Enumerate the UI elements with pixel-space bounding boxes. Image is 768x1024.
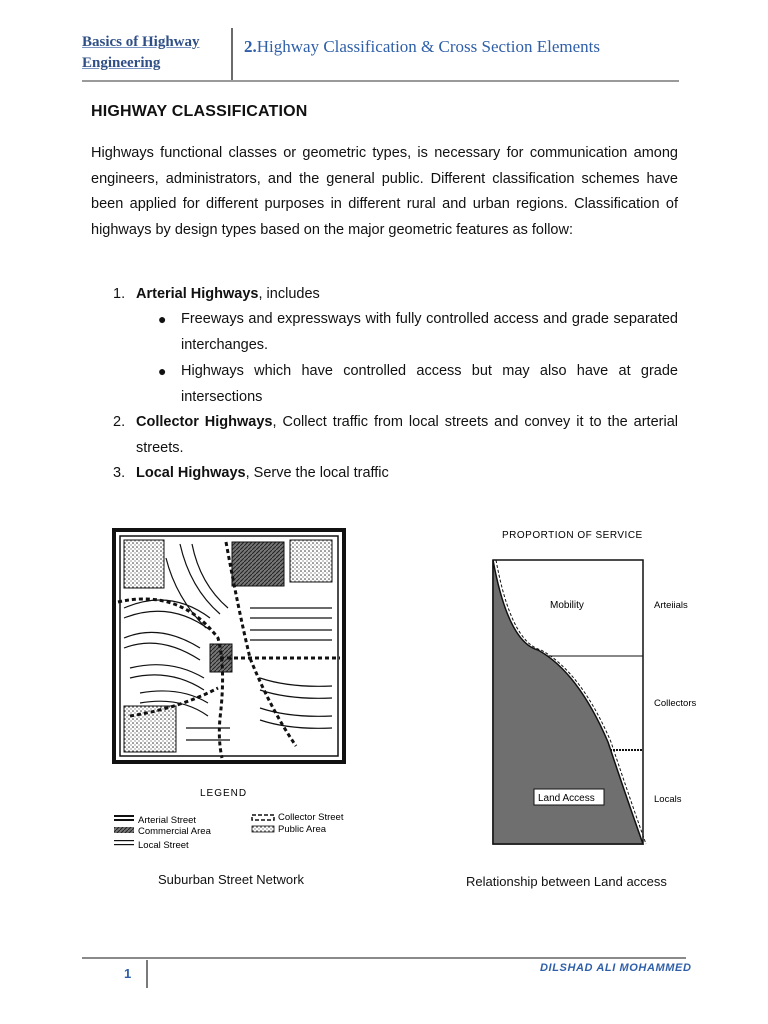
suburban-street-network-figure [100,518,356,858]
legend-swatch-commercial [114,827,134,833]
header-chapter-title [244,37,600,57]
header-book-title-line2: Engineering [82,55,161,71]
list-term-collector: Collector Highways [136,414,273,430]
footer-rule [82,957,686,959]
caption-land-access: Relationship between Land access [466,874,667,889]
legend-swatch-public [252,826,274,832]
chapter-number: 2. [244,37,257,56]
header-divider [231,28,233,80]
public-area [124,540,164,588]
legend-swatch-collector [252,815,274,820]
legend-swatch-local [114,840,134,845]
proportion-of-service-figure [488,522,710,852]
row-label-collectors: Collectors [654,698,697,709]
row-label-arterials: Arteiials [654,600,688,611]
legend-collector-street: Collector Street [278,812,344,823]
legend-title: LEGEND [200,788,248,799]
header-book-title-line1: Basics of Highway [82,34,200,50]
chapter-title-text: Highway Classification & Cross Section Elements [256,37,601,56]
author-name: DILSHAD ALI MOHAMMED [540,962,692,974]
row-label-locals: Locals [654,794,682,805]
legend-commercial-area: Commercial Area [138,826,211,837]
list-text-collector: , Collect traffic from local streets and convey it to the arterial streets. [136,414,678,456]
legend-local-street: Local Street [138,840,189,851]
proportion-chart-title: PROPORTION OF SERVICE [502,530,643,541]
header-rule [82,80,679,82]
list-number-1: 1. [113,286,126,302]
list-term-arterial: Arterial Highways [136,286,259,302]
public-area [124,706,176,752]
legend-public-area: Public Area [278,824,327,835]
legend-arterial-street: Arterial Street [138,815,197,826]
bullet-item-freeways: Freeways and expressways with fully controlled access and grade separated interchanges. [181,311,678,353]
list-item-local [136,461,678,487]
list-number-2: 2. [113,414,126,430]
commercial-area [232,542,284,586]
list-item-arterial [136,282,678,308]
list-item-collector [136,410,678,461]
mobility-label: Mobility [550,600,584,611]
bullet-icon: ● [158,311,167,327]
land-access-label: Land Access [538,793,595,804]
caption-suburban-network: Suburban Street Network [158,872,304,887]
list-text-local: , Serve the local traffic [245,465,389,481]
footer-divider [146,960,148,988]
list-text-arterial: , includes [258,286,320,302]
list-term-local: Local Highways [136,465,246,481]
intro-paragraph: Highways functional classes or geometric types, is necessary for communication among engineers, administrators, and the general public. Different classification schemes have been applied for different purposes in different rural and urban regions. Classification of highways by design types based on the major geometric features as follow: [91,145,678,238]
legend-swatch-arterial [114,815,134,821]
bullet-item-controlled-access: Highways which have controlled access but may also have at grade intersections [181,363,678,405]
page-number: 1 [124,966,132,981]
bullet-icon: ● [158,363,167,379]
section-heading: HIGHWAY CLASSIFICATION [91,103,308,120]
public-area [290,540,332,582]
header-book-title [82,32,222,74]
list-number-3: 3. [113,465,126,481]
